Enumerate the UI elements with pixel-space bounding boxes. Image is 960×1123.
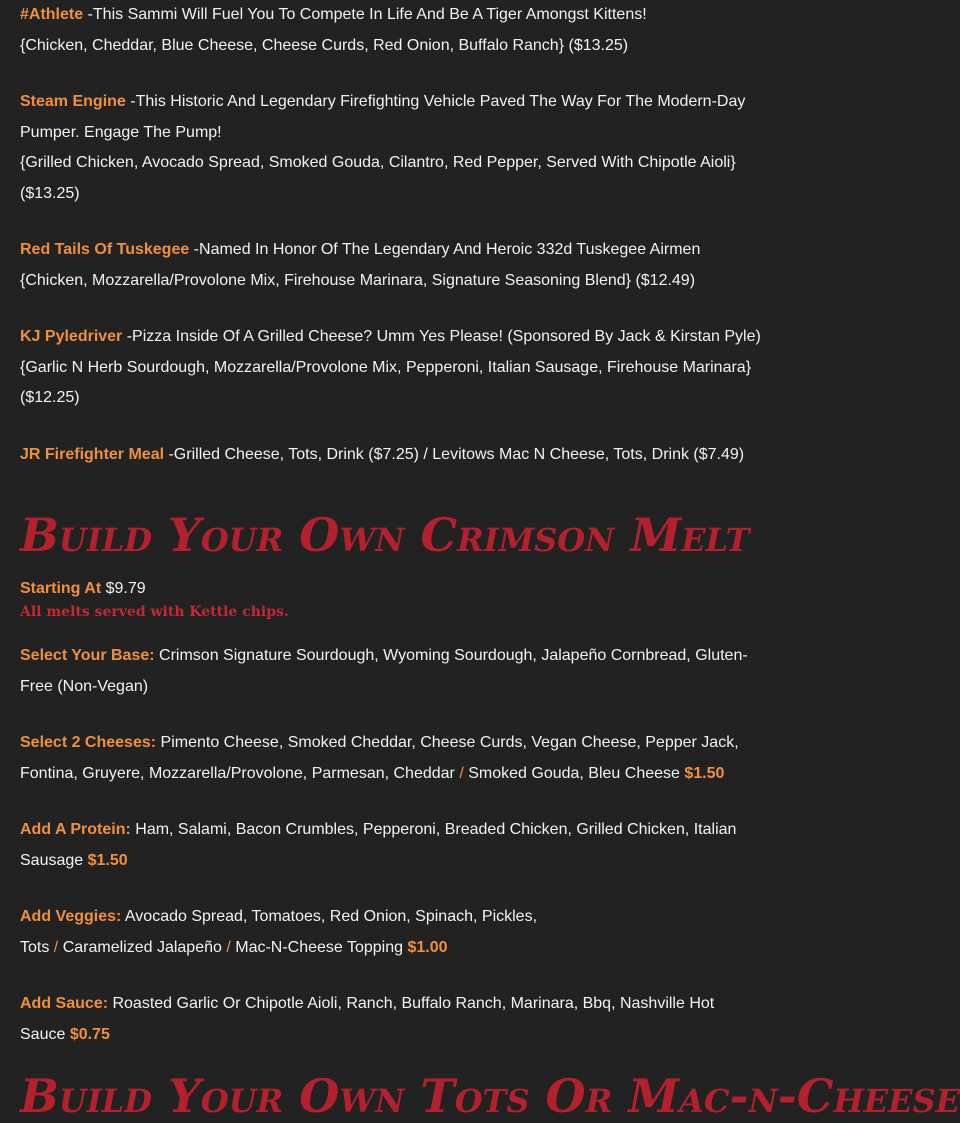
option-price: $1.00 [407, 938, 448, 956]
option-text: Tots [20, 938, 54, 956]
option-label: Add Sauce: [20, 995, 109, 1012]
menu-item-jr-firefighter [20, 440, 769, 471]
starting-price-line [20, 574, 769, 605]
option-label: Add Veggies: [20, 908, 122, 925]
section-heading-build-tots: Build Your Own Tots Or Mac-n-Cheese [20, 1069, 960, 1123]
option-label: Select Your Base: [20, 647, 155, 664]
option-separator: / [226, 938, 231, 956]
option-text: Avocado Spread, Tomatoes, Red Onion, Spinach, Pickles, [121, 908, 538, 925]
menu-item-description: -This Sammi Will Fuel You To Compete In Life And Be A Tiger Amongst Kittens! [83, 6, 647, 23]
option-select-base [20, 641, 769, 702]
option-text: Smoked Gouda, Bleu Cheese [463, 764, 685, 782]
option-text: Sauce [20, 1025, 70, 1043]
option-text: Roasted Garlic Or Chipotle Aioli, Ranch, Buffalo Ranch, Marinara, Bbq, Nashville Hot [108, 995, 715, 1012]
menu-item-line [20, 322, 769, 353]
menu-item-line [20, 440, 769, 471]
option-select-cheeses [20, 728, 769, 789]
option-text: Caramelized Jalapeño [58, 938, 227, 956]
menu-item-name: Red Tails Of Tuskegee [20, 241, 190, 258]
option-price: $1.50 [87, 851, 128, 869]
menu-item-description: -Pizza Inside Of A Grilled Cheese? Umm Yes Please! (Sponsored By Jack & Kirstan Pyle) [122, 328, 761, 345]
menu-item-description: -This Historic And Legendary Firefighting Vehicle Paved The Way For The Modern-Day Pumper. Engage The Pump! [20, 93, 746, 141]
section-heading-build-melt: Build Your Own Crimson Melt [20, 508, 750, 562]
menu-item-name: #Athlete [20, 6, 84, 23]
starting-price: $9.79 [101, 580, 146, 597]
menu-item-details: {Chicken, Cheddar, Blue Cheese, Cheese Curds, Red Onion, Buffalo Ranch} ($13.25) [20, 36, 629, 54]
option-separator: / [459, 764, 464, 782]
option-price: $1.50 [684, 764, 725, 782]
melt-note: All melts served with Kettle chips. [20, 604, 289, 620]
menu-item-name: JR Firefighter Meal [20, 446, 165, 463]
menu-item-description: -Grilled Cheese, Tots, Drink ($7.25) / Levitows Mac N Cheese, Tots, Drink ($7.49) [164, 446, 745, 463]
option-text: Mac-N-Cheese Topping [230, 938, 408, 956]
menu-item-line [20, 0, 769, 31]
menu-item-details: {Grilled Chicken, Avocado Spread, Smoked Gouda, Cilantro, Red Pepper, Served With Chipotle Aioli} ($13.25) [20, 154, 736, 202]
menu-item-details: {Chicken, Mozzarella/Provolone Mix, Firehouse Marinara, Signature Seasoning Blend} ($12.49) [20, 271, 696, 289]
option-text: Crimson Signature Sourdough, Wyoming Sourdough, Jalapeño Cornbread, Gluten-Free (Non-Vegan) [20, 647, 748, 695]
option-text: Ham, Salami, Bacon Crumbles, Pepperoni, Breaded Chicken, Grilled Chicken, Italian Sausage [20, 821, 737, 869]
menu-item-details: {Garlic N Herb Sourdough, Mozzarella/Provolone Mix, Pepperoni, Italian Sausage, Firehouse Marinara} ($12.25) [20, 358, 752, 406]
option-label: Select 2 Cheeses: [20, 734, 157, 751]
menu-item-kj-pyledriver [20, 322, 769, 414]
option-add-sauce [20, 989, 769, 1050]
menu-item-line [20, 235, 769, 266]
option-text: Pimento Cheese, Smoked Cheddar, Cheese Curds, Vegan Cheese, Pepper Jack, Fontina, Gruyere, Mozzarella/Provolone, Parmesan, Cheddar [20, 734, 739, 782]
option-price: $0.75 [69, 1025, 110, 1043]
option-label: Add A Protein: [20, 821, 131, 838]
menu-item-steam-engine [20, 87, 769, 209]
menu-item-line [20, 87, 769, 148]
option-add-protein [20, 815, 769, 876]
starting-label: Starting At [20, 580, 102, 597]
menu-item-name: KJ Pyledriver [20, 328, 123, 345]
menu-item-name: Steam Engine [20, 93, 126, 110]
menu-item-athlete [20, 0, 769, 61]
menu-item-description: -Named In Honor Of The Legendary And Heroic 332d Tuskegee Airmen [189, 241, 701, 258]
option-separator: / [53, 938, 59, 956]
option-add-veggies [20, 902, 769, 963]
menu-item-red-tails [20, 235, 769, 296]
